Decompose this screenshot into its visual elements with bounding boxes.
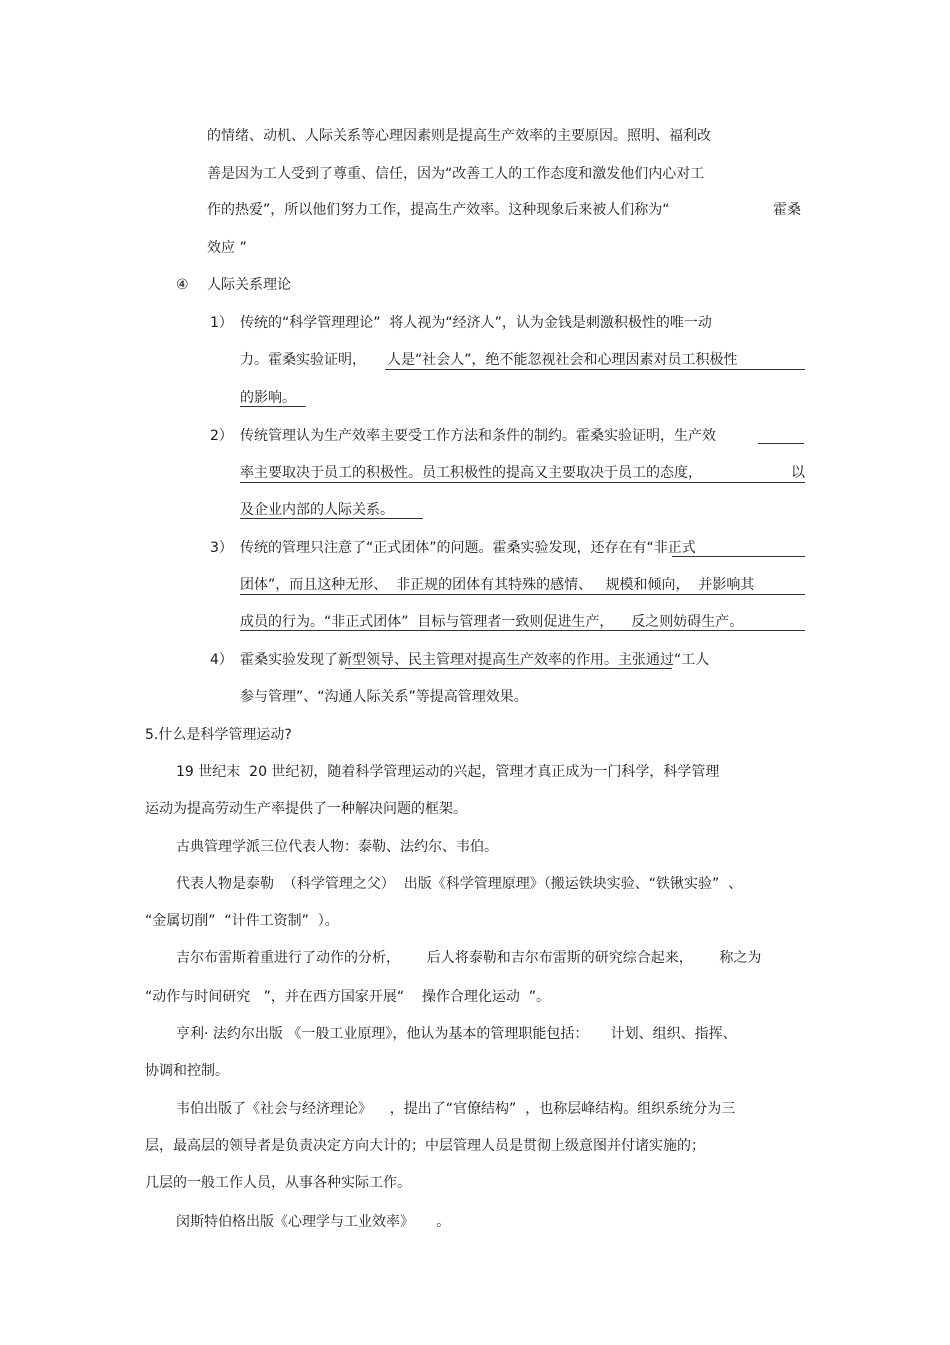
item-2-line-2b: 以 (791, 465, 805, 481)
q5-p7: 闵斯特伯格出版《心理学与工业效率》 。 (176, 1214, 451, 1230)
underline (672, 556, 805, 557)
intro-line-3: 作的热爱”，所以他们努力工作，提高生产效率。这种现象后来被人们称为“ (207, 202, 670, 218)
underline (240, 630, 805, 631)
underline (240, 518, 423, 519)
item-1-line-2a: 力。霍桑实验证明， (240, 352, 366, 368)
item-1-line-1: 传统的“科学管理理论” 将人视为“经济人”，认为金钱是刺激积极性的唯一动 (240, 315, 712, 331)
q5-p6-line-3: 几层的一般工作人员，从事各种实际工作。 (145, 1175, 411, 1191)
section-title: 人际关系理论 (207, 277, 291, 293)
q5-p1-line-2: 运动为提高劳动生产率提供了一种解决问题的框架。 (145, 801, 467, 817)
item-3-number: 3） (210, 540, 233, 556)
intro-line-3-end: 霍桑 (773, 202, 801, 218)
item-4-line-2: 参与管理”、“沟通人际关系”等提高管理效果。 (240, 689, 528, 705)
item-1-number: 1） (210, 315, 233, 331)
intro-line-1: 的情绪、动机、人际关系等心理因素则是提高生产效率的主要原因。照明、福利改 (207, 128, 711, 144)
q5-p6-line-1: 韦伯出版了《社会与经济理论》 ，提出了“官僚结构” ，也称层峰结构。组织系统分为三 (176, 1101, 736, 1117)
item-3-line-3: 成员的行为。“非正式团体” 目标与管理者一致则促进生产， 反之则妨碍生产。 (240, 614, 744, 630)
item-2-line-2a: 率主要取决于员工的积极性。员工积极性的提高又主要取决于员工的态度， (240, 465, 702, 481)
underline (240, 594, 805, 595)
q5-p3-line-1: 代表人物是泰勒 （科学管理之父） 出版《科学管理原理》（搬运铁块实验、“铁锹实验” 、 (176, 876, 743, 892)
underline (385, 369, 805, 370)
q5-p4-line-2: “动作与时间研究 ”，并在西方国家开展“ 操作合理化运动 ”。 (145, 989, 551, 1005)
intro-line-2: 善是因为工人受到了尊重、信任，因为“改善工人的工作态度和激发他们内心对工 (207, 166, 705, 182)
section-marker: ④ (176, 277, 189, 293)
q5-p6-line-2: 层，最高层的领导者是负责决定方向大计的；中层管理人员是贯彻上级意图并付诸实施的； (145, 1138, 705, 1154)
q5-heading: 5.什么是科学管理运动? (145, 727, 292, 743)
q5-p3-line-2: “金属切削” “计件工资制” ）。 (145, 913, 339, 929)
underline (240, 406, 306, 407)
underline (345, 668, 672, 669)
underline (758, 443, 804, 444)
item-3-line-1: 传统的管理只注意了“正式团体”的问题。霍桑实验发现，还存在有“非正式 (240, 540, 696, 556)
q5-p5-line-1: 亨利· 法约尔出版 《一般工业原理》，他认为基本的管理职能包括： 计划、组织、指挥、 (176, 1026, 737, 1042)
item-2-number: 2） (210, 428, 233, 444)
q5-p5-line-2: 协调和控制。 (145, 1063, 229, 1079)
q5-p1-line-1: 19 世纪末 20 世纪初，随着科学管理运动的兴起，管理才真正成为一门科学，科学管理 (176, 764, 720, 780)
q5-p4-line-1: 吉尔布雷斯着重进行了动作的分析， 后人将泰勒和吉尔布雷斯的研究综合起来， 称之为 (176, 950, 762, 966)
item-1-line-3: 的影响。 (240, 390, 296, 406)
intro-line-4: 效应 ” (207, 240, 247, 256)
item-2-line-3: 及企业内部的人际关系。 (240, 502, 394, 518)
item-1-line-2b: 人是“社会人”，绝不能忽视社会和心理因素对员工积极性 (387, 352, 738, 368)
underline (240, 482, 805, 483)
item-2-line-1: 传统管理认为生产效率主要受工作方法和条件的制约。霍桑实验证明，生产效 (240, 428, 716, 444)
q5-p2: 古典管理学派三位代表人物：泰勒、法约尔、韦伯。 (176, 839, 498, 855)
item-4-number: 4） (210, 652, 233, 668)
item-3-line-2: 团体”，而且这种无形、 非正规的团体有其特殊的感情、 规模和倾向， 并影响其 (240, 577, 755, 593)
item-4-line-1: 霍桑实验发现了新型领导、民主管理对提高生产效率的作用。主张通过“工人 (240, 652, 710, 668)
